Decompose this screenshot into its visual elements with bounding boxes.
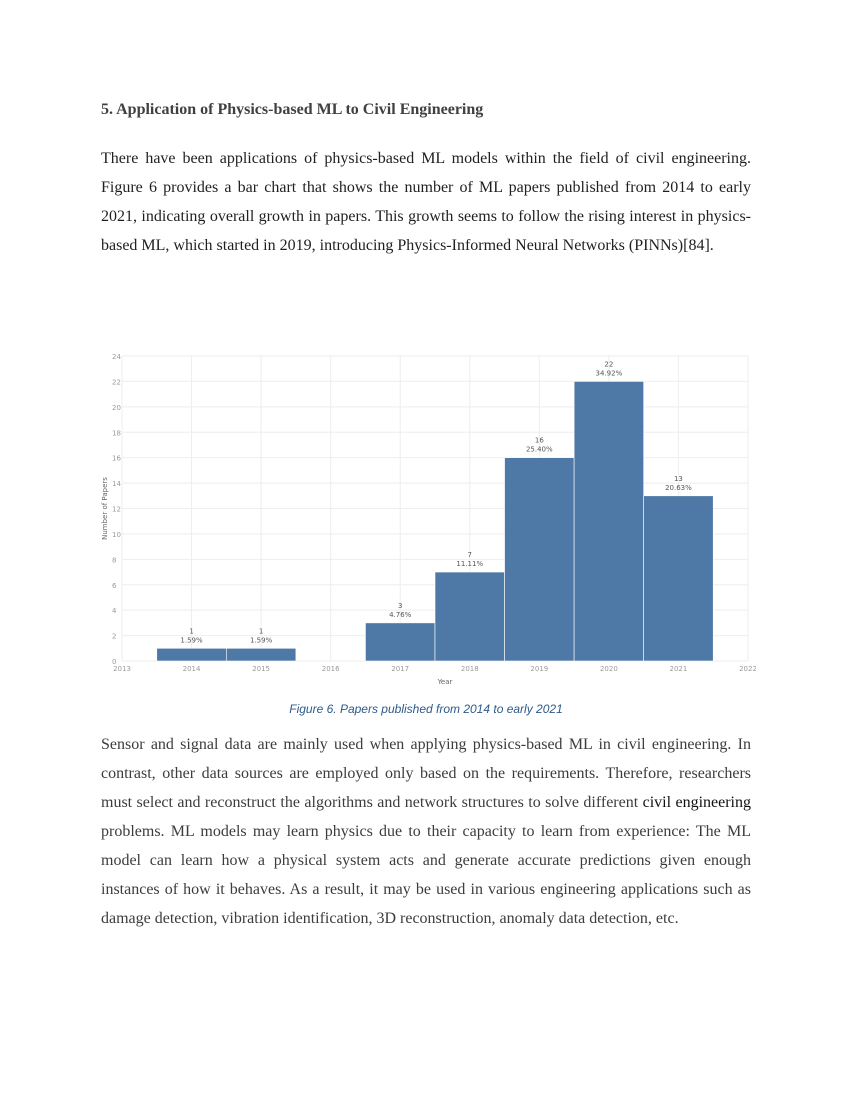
y-tick-label: 20 [112, 403, 121, 412]
y-tick-label: 10 [112, 530, 121, 539]
civil-engineering-link-text: civil engineering [642, 794, 751, 811]
section-heading: 5. Application of Physics-based ML to Civil Engineering [101, 101, 484, 118]
y-tick-label: 6 [112, 581, 117, 590]
x-tick-label: 2021 [669, 665, 688, 673]
y-tick-label: 2 [112, 632, 117, 641]
intro-paragraph: There have been applications of physics-based ML models within the field of civil engineering. Figure 6 provides a bar chart that shows the number of ML papers published from 2014 to early 2021, indicating overall growth in papers. This growth seems to follow the rising interest in physics-based ML, which started in 2019, introducing Physics-Informed Neural Networks (PINNs)[84]. [101, 150, 751, 254]
bar-2014 [157, 648, 227, 661]
x-tick-label: 2022 [739, 665, 756, 673]
x-axis-title: Year [437, 678, 453, 686]
bar-2018 [435, 572, 505, 661]
x-tick-label: 2015 [252, 665, 271, 673]
body-paragraph [101, 730, 751, 933]
y-tick-label: 8 [112, 556, 117, 565]
bar-2019 [505, 458, 575, 661]
y-tick-label: 24 [112, 353, 121, 361]
bar-percent-label: 4.76% [389, 610, 412, 619]
bar-percent-label: 25.40% [525, 445, 553, 454]
bar-percent-label: 20.63% [665, 483, 692, 492]
y-tick-label: 0 [112, 658, 117, 666]
x-tick-label: 2017 [391, 665, 410, 673]
bar-2021 [644, 496, 714, 661]
x-tick-label: 2020 [599, 665, 618, 673]
x-tick-label: 2018 [460, 665, 479, 673]
bar-percent-label: 1.59% [249, 636, 273, 645]
y-tick-label: 18 [112, 429, 121, 438]
body-paragraph-part-a: Sensor and signal data are mainly used when applying physics-based ML in civil engineering. In contrast, other data sources are employed only based on the requirements. Therefore, researchers must select and reconstruct the algorithms and network structures to solve different [101, 736, 751, 811]
bar-percent-label: 34.92% [595, 369, 623, 378]
bar-count-label: 22 [604, 360, 614, 369]
bar-2015 [226, 648, 296, 661]
bar-count-label: 7 [467, 551, 473, 560]
bar-percent-label: 11.11% [456, 560, 484, 569]
bar-2020 [574, 381, 644, 661]
bar-count-label: 3 [397, 601, 403, 610]
bar-count-label: 1 [189, 627, 194, 636]
y-tick-label: 4 [112, 607, 117, 616]
body-paragraph-part-b: problems. ML models may learn physics due to their capacity to learn from experience: The ML model can learn how a physical system acts and generate accurate predictions given enough instances of how it behaves. As a result, it may be used in various engineering applications such as damage detection, vibration identification, 3D reconstruction, anomaly data detection, etc. [101, 823, 751, 927]
bar-count-label: 16 [534, 436, 544, 445]
bar-percent-label: 1.59% [180, 636, 203, 645]
papers-bar-chart [98, 338, 756, 690]
chart-svg [98, 338, 756, 690]
x-tick-label: 2016 [321, 665, 340, 673]
x-tick-label: 2014 [182, 665, 201, 673]
x-tick-label: 2019 [530, 665, 549, 673]
y-tick-label: 22 [112, 378, 121, 387]
figure-caption: Figure 6. Papers published from 2014 to early 2021 [289, 702, 563, 716]
y-tick-label: 16 [112, 454, 121, 463]
x-tick-label: 2013 [113, 665, 131, 673]
bar-count-label: 1 [258, 627, 264, 636]
bar-count-label: 13 [673, 474, 683, 483]
y-axis-title: Number of Papers [101, 477, 109, 540]
y-tick-label: 14 [112, 480, 121, 489]
y-tick-label: 12 [112, 505, 121, 514]
bar-2017 [365, 623, 435, 661]
